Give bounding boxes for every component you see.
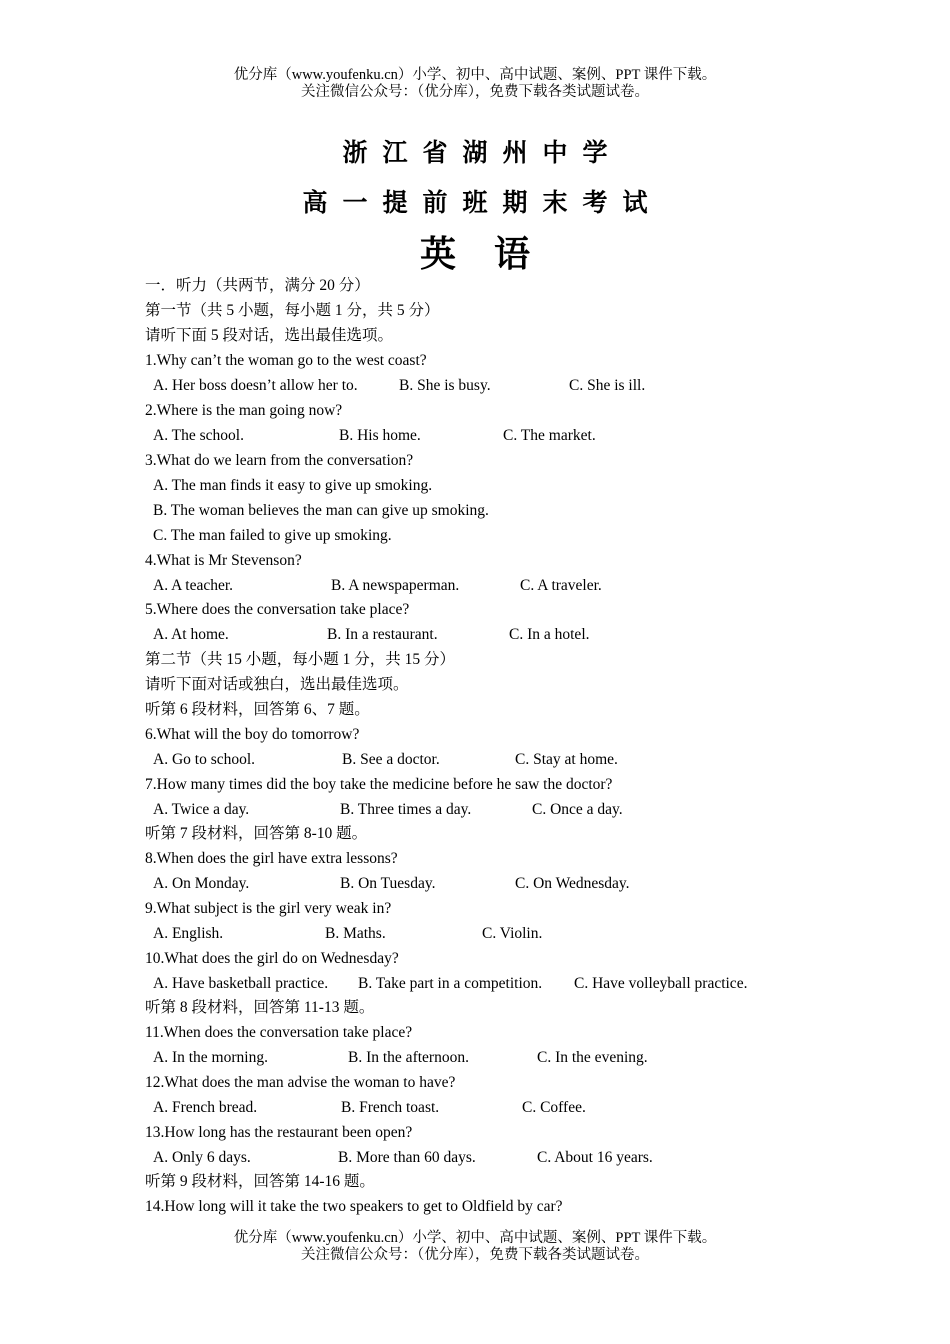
question-stem: 2.Where is the man going now?	[145, 402, 343, 419]
question-stem: 14.How long will it take the two speakers to get to Oldfield by car?	[145, 1198, 563, 1215]
option-a: A. Only 6 days.	[153, 1149, 251, 1166]
page-footer	[0, 1230, 950, 1264]
option-c: C. She is ill.	[569, 377, 646, 394]
option-b: B. See a doctor.	[342, 751, 440, 768]
question-stem: 12.What does the man advise the woman to have?	[145, 1074, 456, 1091]
option-b: B. A newspaperman.	[331, 577, 460, 594]
school-title: 浙江省湖州中学	[342, 138, 623, 167]
question-stem: 10.What does the girl do on Wednesday?	[145, 950, 399, 967]
question-stem: 7.How many times did the boy take the medicine before he saw the doctor?	[145, 776, 613, 793]
option-c: C. About 16 years.	[537, 1149, 653, 1166]
header-line-1: 优分库（www.youfenku.cn）小学、初中、高中试题、案例、PPT 课件下载。	[233, 67, 717, 83]
option-a: A. Have basketball practice.	[153, 975, 329, 992]
footer-line-2: 关注微信公众号：（优分库），免费下载各类试题试卷。	[301, 1247, 649, 1263]
option-a: A. Twice a day.	[153, 801, 250, 818]
option-c: C. Stay at home.	[515, 751, 618, 768]
subject-title: 英语	[419, 234, 568, 275]
part2-instruction: 请听下面对话或独白，选出最佳选项。	[145, 676, 409, 693]
question-stem: 4.What is Mr Stevenson?	[145, 552, 302, 569]
material-note: 听第 8 段材料，回答第 11-13 题。	[145, 999, 375, 1016]
option-b: B. French toast.	[341, 1099, 440, 1116]
header-line-2: 关注微信公众号：（优分库），免费下载各类试题试卷。	[301, 84, 649, 100]
option-a: A. The school.	[153, 427, 244, 444]
option-c: C. The man failed to give up smoking.	[153, 527, 392, 544]
option-b: B. In the afternoon.	[348, 1049, 469, 1066]
option-c: C. Once a day.	[532, 801, 623, 818]
option-b: B. Maths.	[325, 925, 386, 942]
option-c: C. Have volleyball practice.	[574, 975, 748, 992]
option-a: A. A teacher.	[153, 577, 234, 594]
part2-heading: 第二节（共 15 小题，每小题 1 分，共 15 分）	[145, 651, 456, 668]
question-stem: 11.When does the conversation take place?	[145, 1024, 413, 1041]
option-b: B. In a restaurant.	[327, 626, 438, 643]
question-stem: 3.What do we learn from the conversation?	[145, 452, 414, 469]
option-c: C. A traveler.	[520, 577, 602, 594]
option-a: A. English.	[153, 925, 224, 942]
material-note: 听第 6 段材料，回答第 6、7 题。	[145, 701, 370, 718]
option-a: A. In the morning.	[153, 1049, 268, 1066]
option-c: C. Violin.	[482, 925, 543, 942]
option-b: B. More than 60 days.	[338, 1149, 476, 1166]
section-heading: 一．听力（共两节，满分 20 分）	[145, 277, 370, 294]
part1-instruction: 请听下面 5 段对话，选出最佳选项。	[145, 327, 394, 344]
material-note: 听第 7 段材料，回答第 8-10 题。	[145, 825, 368, 842]
option-a: A. The man finds it easy to give up smoking.	[153, 477, 433, 494]
option-b: B. The woman believes the man can give up smoking.	[153, 502, 489, 519]
option-b: B. She is busy.	[399, 377, 491, 394]
option-c: C. In a hotel.	[509, 626, 590, 643]
question-stem: 5.Where does the conversation take place?	[145, 601, 410, 618]
part1-heading: 第一节（共 5 小题，每小题 1 分，共 5 分）	[145, 302, 440, 319]
option-b: B. Take part in a competition.	[358, 975, 543, 992]
question-stem: 13.How long has the restaurant been open?	[145, 1124, 413, 1141]
option-b: B. Three times a day.	[340, 801, 472, 818]
question-stem: 6.What will the boy do tomorrow?	[145, 726, 360, 743]
exam-title: 高一提前班期末考试	[302, 188, 663, 217]
page-header	[0, 67, 950, 101]
option-c: C. Coffee.	[522, 1099, 586, 1116]
option-a: A. Her boss doesn’t allow her to.	[153, 377, 358, 394]
option-b: B. On Tuesday.	[340, 875, 436, 892]
question-stem: 8.When does the girl have extra lessons?	[145, 850, 398, 867]
option-c: C. In the evening.	[537, 1049, 648, 1066]
question-stem: 1.Why can’t the woman go to the west coast?	[145, 352, 427, 369]
option-a: A. Go to school.	[153, 751, 256, 768]
option-a: A. French bread.	[153, 1099, 258, 1116]
option-a: A. On Monday.	[153, 875, 250, 892]
option-c: C. On Wednesday.	[515, 875, 630, 892]
option-c: C. The market.	[503, 427, 596, 444]
option-b: B. His home.	[339, 427, 421, 444]
option-a: A. At home.	[153, 626, 229, 643]
material-note: 听第 9 段材料，回答第 14-16 题。	[145, 1173, 375, 1190]
question-stem: 9.What subject is the girl very weak in?	[145, 900, 392, 917]
footer-line-1: 优分库（www.youfenku.cn）小学、初中、高中试题、案例、PPT 课件下载。	[233, 1230, 717, 1246]
